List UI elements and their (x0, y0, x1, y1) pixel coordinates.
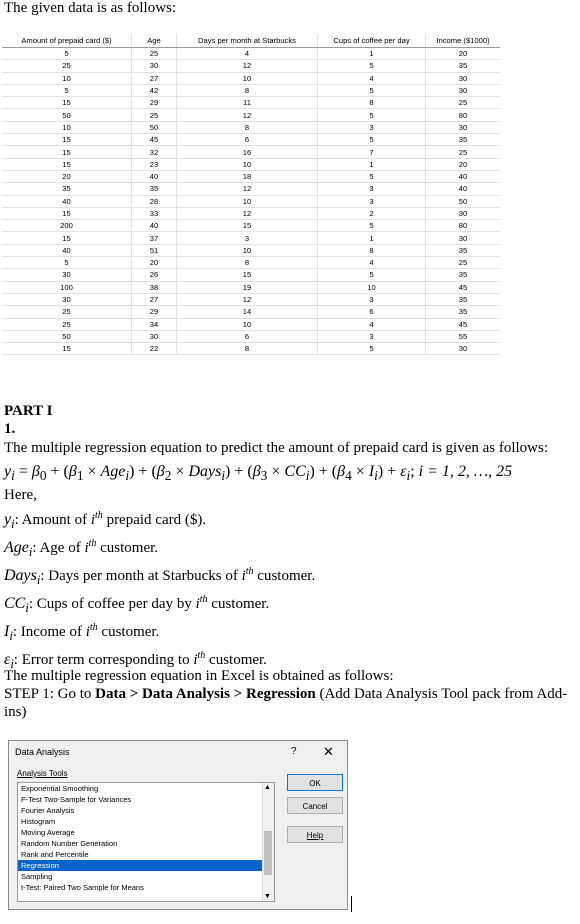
table-cell: 8 (318, 244, 426, 256)
table-cell: 12 (177, 60, 318, 72)
table-cell: 30 (426, 343, 501, 355)
table-cell: 10 (2, 121, 132, 133)
here-label: Here, (4, 487, 37, 503)
table-cell: 30 (2, 293, 132, 305)
table-row (2, 306, 500, 318)
part-title: PART I (4, 403, 53, 419)
table-cell: 5 (318, 170, 426, 182)
table-cell: 8 (177, 84, 318, 96)
table-cell: 35 (426, 60, 501, 72)
table-cell: 3 (318, 183, 426, 195)
table-cell: 18 (177, 170, 318, 182)
table-cell: 22 (132, 343, 177, 355)
table-cell: 30 (426, 121, 501, 133)
table-cell: 12 (177, 109, 318, 121)
list-item[interactable]: t-Test: Paired Two Sample for Means (21, 883, 144, 892)
table-cell: 15 (2, 146, 132, 158)
table-cell: 10 (318, 281, 426, 293)
table-cell: 10 (177, 72, 318, 84)
table-cell: 4 (177, 48, 318, 60)
table-cell: 5 (318, 269, 426, 281)
table-cell: 20 (132, 257, 177, 269)
table-cell: 20 (2, 170, 132, 182)
table-row (2, 220, 500, 232)
table-cell: 29 (132, 306, 177, 318)
table-cell: 15 (2, 134, 132, 146)
table-row (2, 207, 500, 219)
table-row (2, 170, 500, 182)
table-cell: 3 (318, 293, 426, 305)
table-cell: 16 (177, 146, 318, 158)
regression-equation: $y_i = \beta_0 + (\beta_1 \times Age_i) + (\beta_2$ × Days$_i$) + $(\beta_3 \times CC_i) + (\beta_4 \times I_i) + \varepsilon_i$; i = 1, 2, …, 25 (4, 463, 513, 484)
table-cell: 4 (318, 72, 426, 84)
table-row (2, 244, 500, 256)
table-cell: 4 (318, 318, 426, 330)
table-cell: 40 (2, 244, 132, 256)
list-item[interactable]: Histogram (21, 817, 56, 826)
table-cell: 29 (132, 97, 177, 109)
table-row (2, 330, 500, 342)
table-cell: 32 (132, 146, 177, 158)
dialog-title: Data Analysis (15, 747, 70, 757)
help-button[interactable]: Help (287, 826, 343, 843)
data-table (2, 34, 500, 355)
table-row (2, 343, 500, 355)
table-cell: 8 (318, 97, 426, 109)
table-cell: 51 (132, 244, 177, 256)
table-cell: 27 (132, 293, 177, 305)
cancel-button[interactable]: Cancel (287, 797, 343, 814)
table-row (2, 318, 500, 330)
header-days: Days per month at Starbucks (177, 34, 318, 48)
table-cell: 40 (132, 170, 177, 182)
table-cell: 30 (426, 207, 501, 219)
table-cell: 3 (318, 330, 426, 342)
scrollbar-thumb[interactable] (264, 831, 272, 875)
table-cell: 12 (177, 293, 318, 305)
step-1: STEP 1: Go to Data > Data Analysis > Regression (Add Data Analysis Tool pack from Add-ins) (4, 686, 568, 720)
table-cell: 50 (132, 121, 177, 133)
table-cell: 15 (2, 207, 132, 219)
table-cell: 35 (426, 134, 501, 146)
table-cell: 45 (132, 134, 177, 146)
table-cell: 35 (426, 269, 501, 281)
table-row (2, 195, 500, 207)
table-cell: 25 (132, 109, 177, 121)
table-cell: 30 (2, 269, 132, 281)
table-cell: 25 (426, 146, 501, 158)
table-row (2, 146, 500, 158)
list-item[interactable]: Exponential Smoothing (21, 784, 99, 793)
table-cell: 1 (318, 48, 426, 60)
table-cell: 10 (177, 318, 318, 330)
table-cell: 40 (426, 183, 501, 195)
list-scrollbar[interactable] (262, 783, 274, 901)
table-cell: 40 (132, 220, 177, 232)
table-cell: 33 (132, 207, 177, 219)
table-row (2, 232, 500, 244)
table-cell: 30 (132, 330, 177, 342)
table-cell: 55 (426, 330, 501, 342)
table-cell: 15 (177, 220, 318, 232)
table-cell: 80 (426, 220, 501, 232)
table-cell: 8 (177, 121, 318, 133)
table-cell: 14 (177, 306, 318, 318)
chevron-down-icon[interactable]: ▼ (264, 893, 271, 900)
table-cell: 7 (318, 146, 426, 158)
table-cell: 80 (426, 109, 501, 121)
table-cell: 2 (318, 207, 426, 219)
table-row (2, 158, 500, 170)
table-cell: 15 (2, 97, 132, 109)
table-cell: 8 (177, 257, 318, 269)
table-row (2, 109, 500, 121)
table-cell: 45 (426, 281, 501, 293)
analysis-tools-label: Analysis Tools (17, 769, 68, 778)
table-cell: 28 (132, 195, 177, 207)
table-cell: 10 (177, 244, 318, 256)
table-cell: 1 (318, 158, 426, 170)
table-cell: 19 (177, 281, 318, 293)
definition-item: Age$_i$: Age of $i^{th}$ customer. (4, 538, 159, 559)
table-cell: 25 (2, 318, 132, 330)
table-cell: 5 (2, 257, 132, 269)
table-cell: 6 (177, 134, 318, 146)
analysis-tools-list[interactable] (17, 782, 275, 902)
header-age: Age (132, 34, 177, 48)
help-icon[interactable]: ? (291, 746, 297, 757)
table-cell: 5 (318, 84, 426, 96)
table-cell: 15 (2, 232, 132, 244)
table-cell: 6 (318, 306, 426, 318)
definitions-list (4, 508, 315, 676)
table-cell: 8 (177, 343, 318, 355)
table-cell: 4 (318, 257, 426, 269)
table-cell: 30 (426, 72, 501, 84)
header-income: Income ($1000) (426, 34, 501, 48)
table-cell: 10 (2, 72, 132, 84)
table-cell: 20 (426, 158, 501, 170)
table-row (2, 269, 500, 281)
table-cell: 25 (132, 48, 177, 60)
table-cell: 35 (426, 306, 501, 318)
header-cups: Cups of coffee per day (318, 34, 426, 48)
definition-item: $y_i$: Amount of $i^{th}$ prepaid card ($). (4, 510, 207, 531)
list-item[interactable]: Regression (18, 860, 274, 871)
text-cursor (351, 896, 352, 912)
table-header-row (2, 34, 500, 48)
regression-intro: The multiple regression equation to predict the amount of prepaid card is given as follows: (4, 440, 549, 456)
table-cell: 10 (177, 158, 318, 170)
table-cell: 37 (132, 232, 177, 244)
table-cell: 200 (2, 220, 132, 232)
table-cell: 40 (2, 195, 132, 207)
list-item[interactable]: Fourier Analysis (21, 806, 75, 815)
table-cell: 5 (318, 60, 426, 72)
table-cell: 3 (177, 232, 318, 244)
list-item[interactable]: Moving Average (21, 828, 75, 837)
table-cell: 25 (426, 257, 501, 269)
table-cell: 45 (426, 318, 501, 330)
list-item[interactable]: Sampling (21, 872, 53, 881)
table-cell: 35 (426, 244, 501, 256)
chevron-up-icon[interactable]: ▲ (264, 784, 271, 791)
ok-button[interactable]: OK (287, 774, 343, 791)
table-cell: 1 (318, 232, 426, 244)
table-row (2, 97, 500, 109)
table-cell: 26 (132, 269, 177, 281)
table-cell: 35 (2, 183, 132, 195)
table-cell: 25 (2, 306, 132, 318)
table-cell: 30 (426, 84, 501, 96)
table-cell: 10 (177, 195, 318, 207)
list-item[interactable]: Random Number Generation (21, 839, 118, 848)
close-icon[interactable]: ✕ (323, 744, 334, 759)
table-cell: 15 (2, 343, 132, 355)
excel-intro: The multiple regression equation in Excel is obtained as follows: (4, 668, 394, 684)
table-cell: 11 (177, 97, 318, 109)
table-cell: 5 (318, 220, 426, 232)
table-cell: 35 (132, 183, 177, 195)
table-row (2, 293, 500, 305)
definition-item: Days$_i$: Days per month at Starbucks of $i^{th}$ customer. (4, 566, 316, 587)
table-row (2, 281, 500, 293)
table-cell: 25 (426, 97, 501, 109)
table-cell: 27 (132, 72, 177, 84)
table-cell: 6 (177, 330, 318, 342)
list-item[interactable]: F-Test Two-Sample for Variances (21, 795, 132, 804)
table-row (2, 48, 500, 60)
table-cell: 38 (132, 281, 177, 293)
part-heading (4, 402, 53, 438)
definition-item: $\varepsilon_i$: Error term corresponding to $i^{th}$ customer. (4, 650, 267, 671)
table-cell: 30 (426, 232, 501, 244)
table-cell: 5 (318, 109, 426, 121)
table-cell: 3 (318, 195, 426, 207)
question-number: 1. (4, 421, 16, 437)
table-cell: 12 (177, 183, 318, 195)
table-row (2, 183, 500, 195)
table-cell: 50 (2, 330, 132, 342)
list-item[interactable]: Rank and Percentile (21, 850, 89, 859)
table-cell: 20 (426, 48, 501, 60)
table-cell: 100 (2, 281, 132, 293)
definition-item: $I_i$: Income of $i^{th}$ customer. (4, 622, 160, 643)
table-cell: 50 (2, 109, 132, 121)
table-cell: 35 (426, 293, 501, 305)
table-cell: 5 (2, 84, 132, 96)
table-cell: 3 (318, 121, 426, 133)
table-body (2, 48, 500, 355)
table-row (2, 84, 500, 96)
table-cell: 23 (132, 158, 177, 170)
table-cell: 15 (177, 269, 318, 281)
header-prepaid: Amount of prepaid card ($) (2, 34, 132, 48)
table-cell: 15 (2, 158, 132, 170)
intro-text: The given data is as follows: (4, 0, 177, 16)
table-row (2, 121, 500, 133)
table-row (2, 60, 500, 72)
table-cell: 40 (426, 170, 501, 182)
table-cell: 5 (2, 48, 132, 60)
table-cell: 30 (132, 60, 177, 72)
table-cell: 12 (177, 207, 318, 219)
data-analysis-dialog (8, 740, 348, 910)
definition-item: $CC_i$: Cups of coffee per day by $i^{th}$ customer. (4, 594, 270, 615)
table-cell: 25 (2, 60, 132, 72)
table-row (2, 134, 500, 146)
table-cell: 34 (132, 318, 177, 330)
table-row (2, 72, 500, 84)
table-cell: 42 (132, 84, 177, 96)
table-cell: 50 (426, 195, 501, 207)
table-cell: 5 (318, 134, 426, 146)
table-row (2, 257, 500, 269)
table-cell: 5 (318, 343, 426, 355)
